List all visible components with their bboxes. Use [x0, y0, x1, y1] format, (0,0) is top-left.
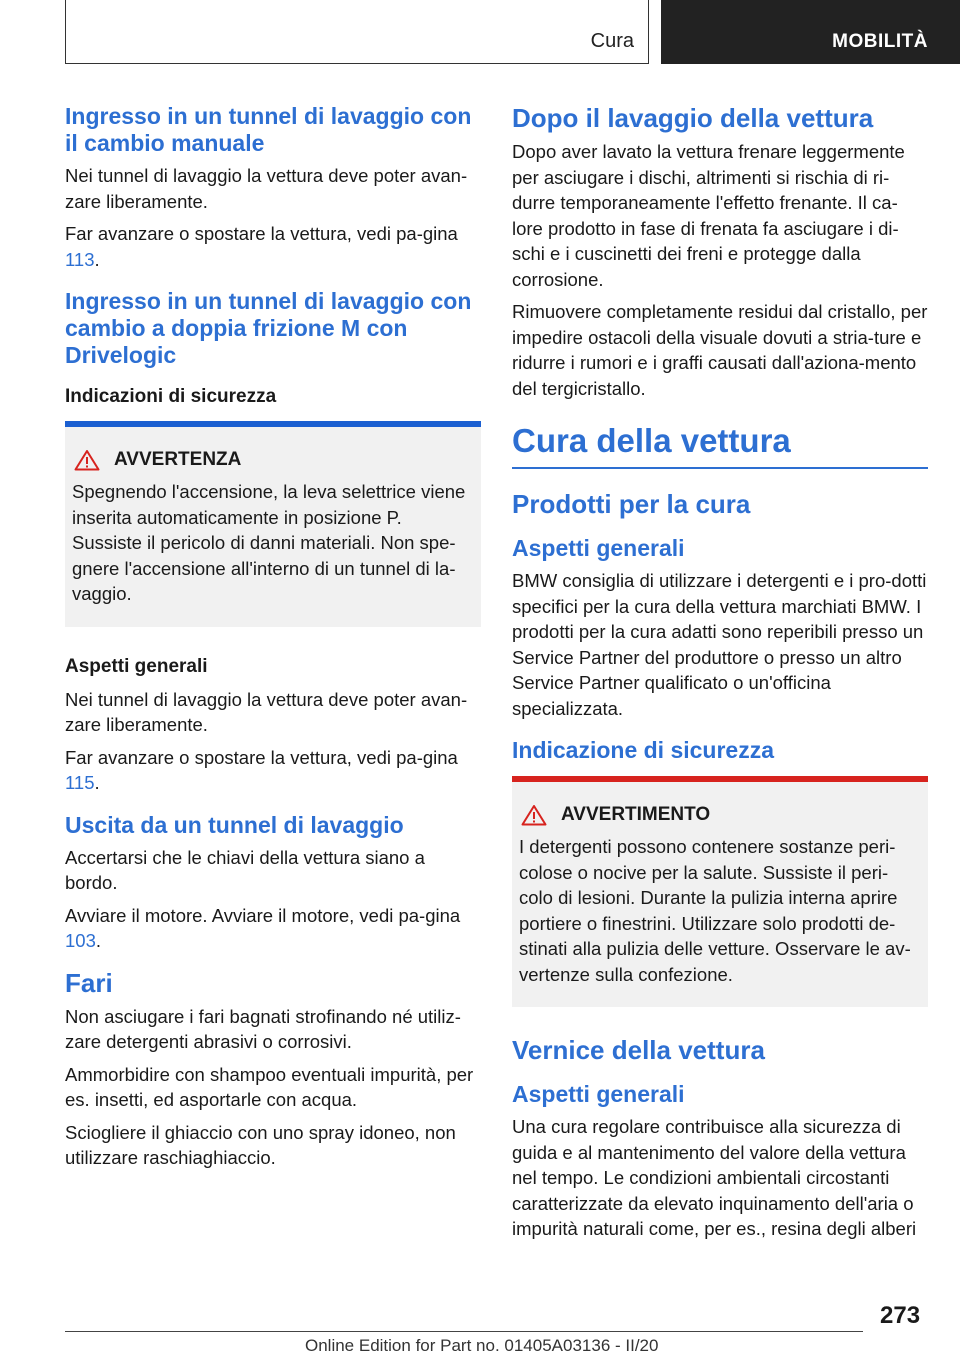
page-number: 273: [880, 1302, 921, 1329]
warning-text: I detergenti possono contenere sostanze peri-colose o nocive per la salute. Sussiste il peri-colo di lesioni. Durante la pulizia interna aprire portiere o finestrini. Utilizzare solo prodotti de-stinati alla pulizia delle vetture. Osservare le av-vertenze sulla confezione.: [519, 836, 911, 985]
warning-box: [512, 776, 928, 1007]
heading-safety-notes: Indicazioni di sicurezza: [65, 386, 277, 407]
header-chapter-title: MOBILITÀ: [832, 31, 928, 52]
paragraph: Una cura regolare contribuisce alla sicurezza di guida e al mantenimento del valore della vettura nel tempo. Le condizioni ambientali circostanti caratterizzate da elevato inquinamento dell'aria o impurità naturali come, per es., resina degli alberi: [512, 1116, 917, 1239]
heading-manual-gearbox: Ingresso in un tunnel di lavaggio con il cambio manuale: [65, 103, 472, 156]
heading-headlights: Fari: [65, 967, 113, 998]
heading-after-wash: Dopo il lavaggio della vettura: [512, 103, 874, 133]
heading-safety-note: Indicazione di sicurezza: [512, 737, 775, 763]
header-section-title: Cura: [590, 30, 634, 52]
warning-title: AVVERTENZA: [72, 449, 473, 471]
warning-text: Spegnendo l'accensione, la leva selettrice viene inserita automaticamente in posizione P. Sussiste il pericolo di danni materiali. Non spe-gnere l'accensione all'interno di un tunnel di la-vaggio.: [72, 481, 466, 604]
page-link[interactable]: 103: [65, 930, 96, 951]
warning-triangle-icon: [521, 804, 547, 826]
heading-care-products: Prodotti per la cura: [512, 489, 751, 519]
footer-divider: [65, 1331, 863, 1332]
heading-dct-gearbox: Ingresso in un tunnel di lavaggio con cambio a doppia frizione M con Drivelogic: [65, 288, 472, 368]
header-chapter-tab: [661, 0, 960, 64]
footer-edition: Online Edition for Part no. 01405A03136 - II/20: [305, 1336, 659, 1355]
warning-triangle-icon: [74, 449, 100, 471]
paragraph: Ammorbidire con shampoo eventuali impurità, per es. insetti, ed asportarle con acqua.: [65, 1063, 474, 1110]
heading-chapter-car-care: Cura della vettura: [512, 421, 928, 469]
header-section-box: [65, 0, 649, 64]
paragraph: Non asciugare i fari bagnati strofinando né utiliz-zare detergenti abrasivi o corrosivi.: [65, 1005, 461, 1052]
warning-box: [65, 421, 481, 627]
heading-general-aspects: Aspetti generali: [512, 1081, 685, 1107]
page-link[interactable]: 115: [65, 772, 95, 793]
warning-title: AVVERTIMENTO: [519, 804, 920, 826]
page-link[interactable]: 113: [65, 248, 95, 270]
paragraph: Far avanzare o spostare la vettura, vedi pa-gina 113.: [65, 223, 458, 270]
paragraph: Nei tunnel di lavaggio la vettura deve poter avan-zare liberamente.: [65, 688, 468, 735]
paragraph: Accertarsi che le chiavi della vettura siano a bordo.: [65, 846, 425, 893]
heading-paintwork: Vernice della vettura: [512, 1035, 765, 1065]
paragraph: Far avanzare o spostare la vettura, vedi pa-gina 115.: [65, 746, 458, 793]
heading-general-aspects: Aspetti generali: [65, 655, 208, 677]
paragraph: Nei tunnel di lavaggio la vettura deve poter avan-zare liberamente.: [65, 165, 468, 212]
left-column: [65, 103, 481, 1178]
paragraph: Dopo aver lavato la vettura frenare leggermente per asciugare i dischi, altrimenti si rischia di ri-durre temporaneamente l'effetto frenante. Il ca-lore prodotto in fase di frenata fa asciugare i di-schi e i cuscinetti dei freni e protegge dalla corrosione.: [512, 141, 905, 290]
paragraph: Sciogliere il ghiaccio con uno spray idoneo, non utilizzare raschiaghiaccio.: [65, 1121, 456, 1168]
paragraph: Rimuovere completamente residui dal cristallo, per impedire ostacoli della visuale dovuti a stria-ture e ridurre i rumori e i graffi causati dall'aziona-mento del tergicristallo.: [512, 301, 928, 399]
right-column: [512, 103, 928, 1249]
heading-general-aspects: Aspetti generali: [512, 535, 685, 561]
paragraph: Avviare il motore. Avviare il motore, vedi pa-gina 103.: [65, 904, 461, 951]
heading-exit-car-wash: Uscita da un tunnel di lavaggio: [65, 811, 404, 838]
paragraph: BMW consiglia di utilizzare i detergenti e i pro-dotti specifici per la cura della vettura marchiati BMW. I prodotti per la cura adatti sono reperibili presso un Service Partner del produttore o presso un altro Service Partner qualificato o un'officina specializzata.: [512, 570, 927, 719]
